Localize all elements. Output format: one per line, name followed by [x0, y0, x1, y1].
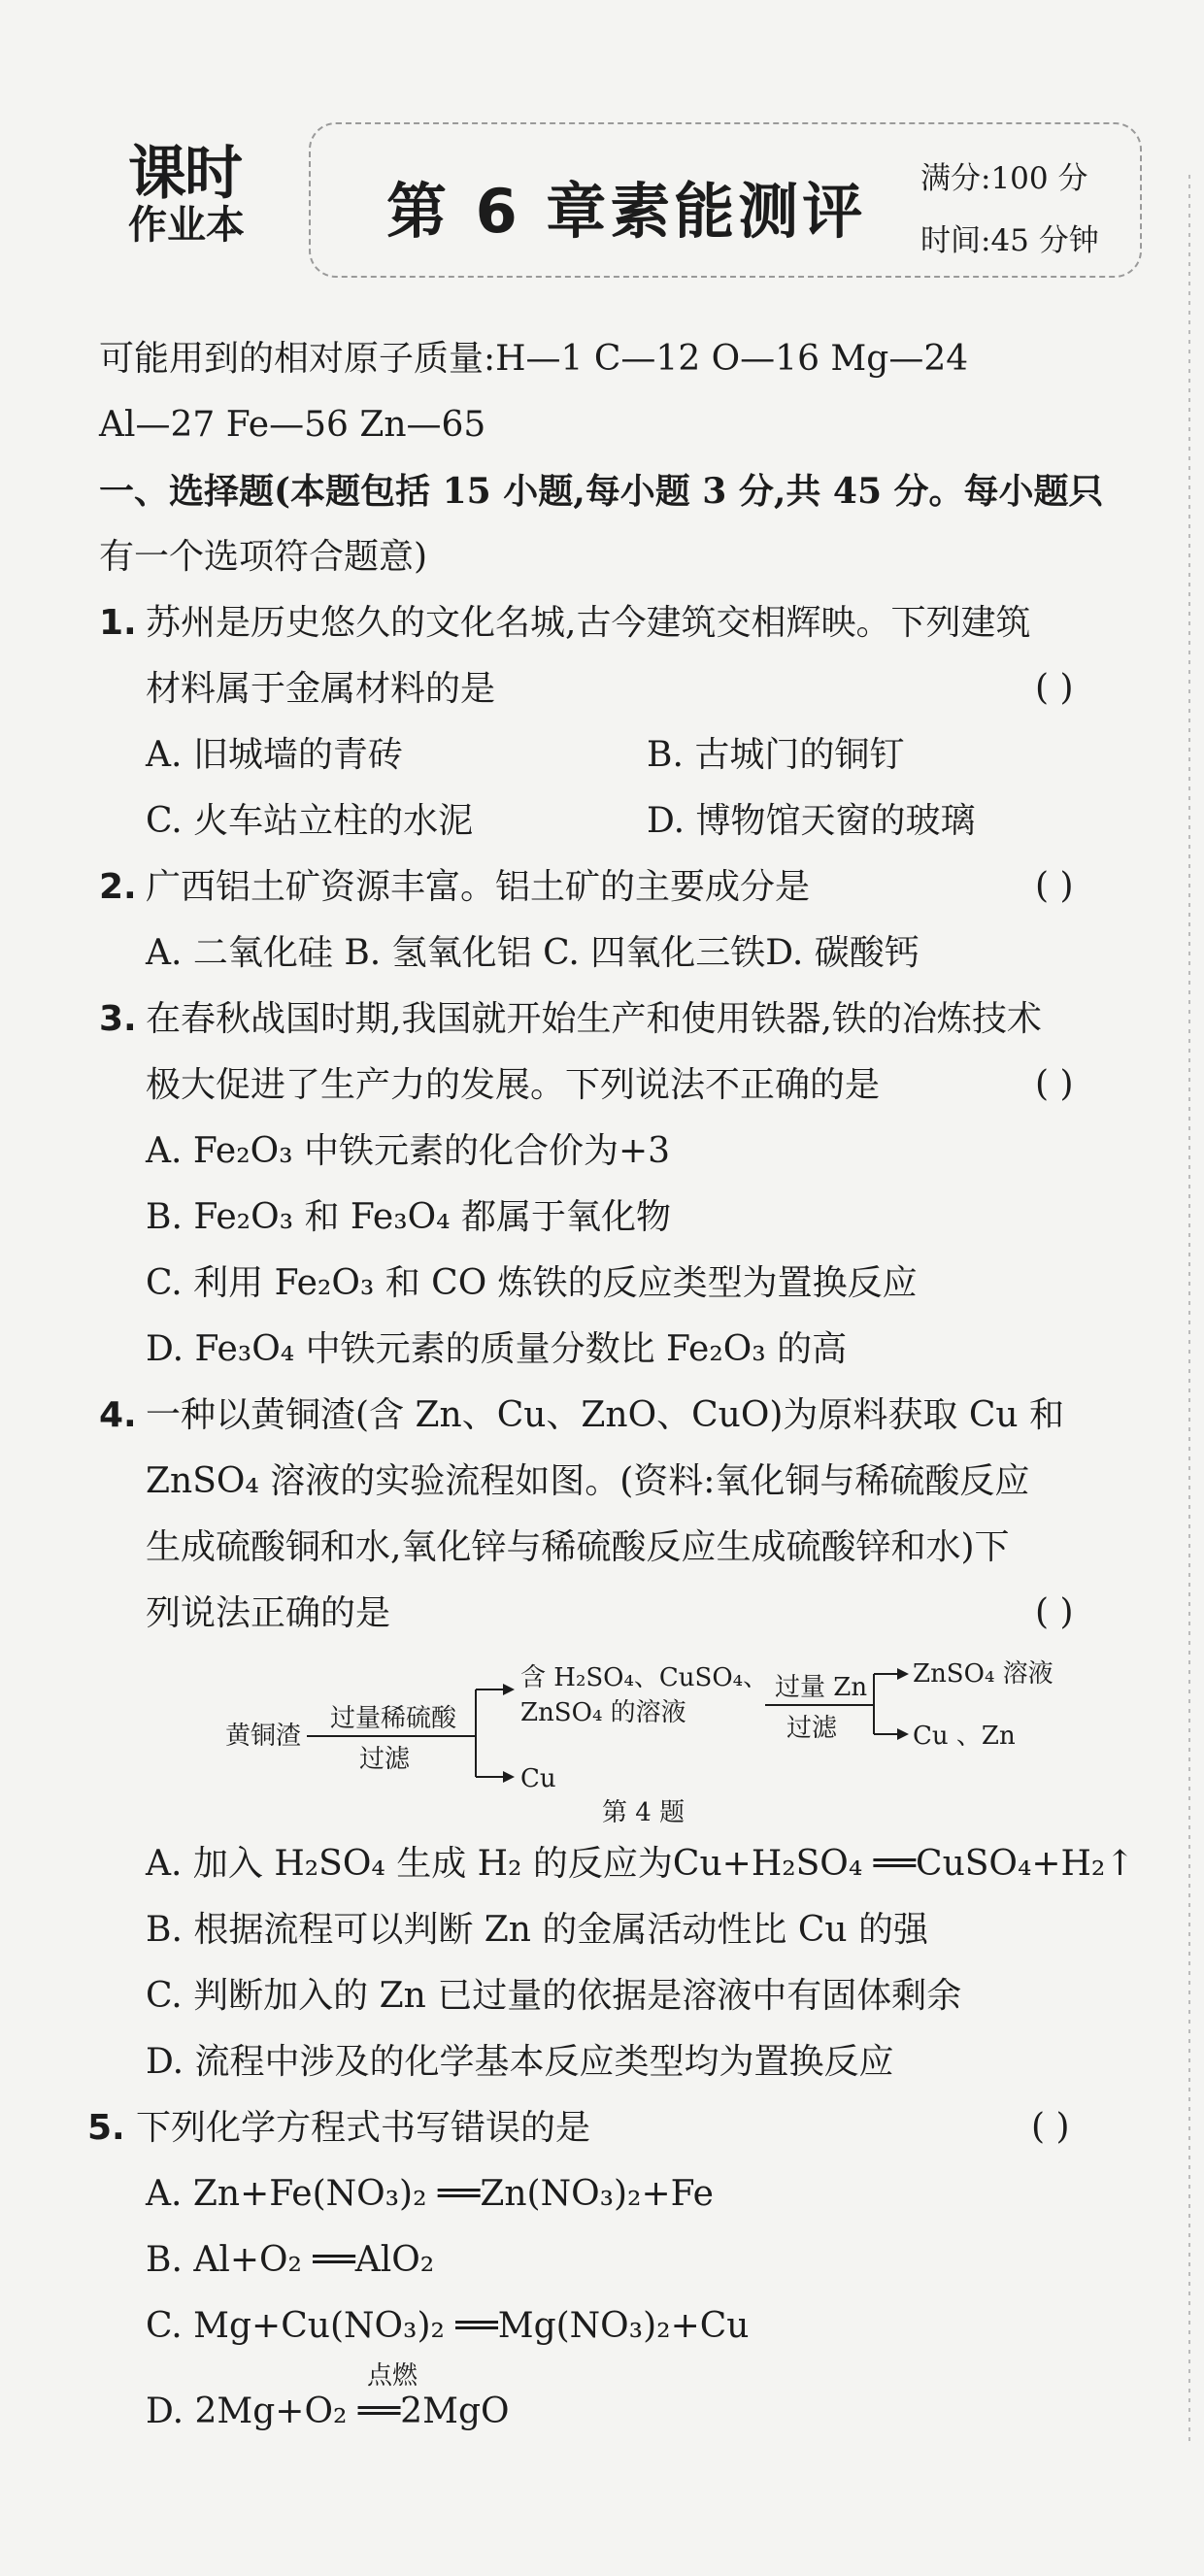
q5-answer-blank: ( )	[1031, 2107, 1070, 2147]
q5-option-d: D. 2Mg+O₂ ══2MgO	[146, 2392, 510, 2431]
flow-step2-reagent: 过量 Zn	[775, 1673, 868, 1702]
flow-solution-line2: ZnSO₄ 的溶液	[520, 1698, 686, 1727]
q2-stem: 广西铝土矿资源丰富。铝土矿的主要成分是	[146, 867, 811, 907]
flow-solution-line1: 含 H₂SO₄、CuSO₄、	[520, 1663, 769, 1692]
q1-stem-line1: 苏州是历史悠久的文化名城,古今建筑交相辉映。下列建筑	[146, 603, 1031, 643]
q4-flow-diagram	[214, 1651, 1146, 1796]
q3-option-d: D. Fe₃O₄ 中铁元素的质量分数比 Fe₂O₃ 的高	[146, 1329, 848, 1369]
q4-stem-line3: 生成硫酸铜和水,氧化锌与稀硫酸反应生成硫酸锌和水)下	[146, 1527, 1010, 1567]
exam-time: 时间:45 分钟	[920, 223, 1099, 258]
q5-option-c: C. Mg+Cu(NO₃)₂ ══Mg(NO₃)₂+Cu	[146, 2306, 750, 2346]
section-title-line1: 一、选择题(本题包括 15 小题,每小题 3 分,共 45 分。每小题只	[99, 471, 1104, 512]
q3-stem-line2: 极大促进了生产力的发展。下列说法不正确的是	[146, 1065, 881, 1105]
q1-answer-blank: ( )	[1035, 668, 1074, 708]
flow-output-solid: Cu 、Zn	[913, 1722, 1016, 1751]
full-score: 满分:100 分	[920, 161, 1088, 196]
q3-number: 3.	[99, 999, 137, 1039]
q4-stem-line4: 列说法正确的是	[146, 1593, 391, 1633]
q4-stem-line2: ZnSO₄ 溶液的实验流程如图。(资料:氧化铜与稀硫酸反应	[146, 1461, 1030, 1501]
q3-answer-blank: ( )	[1035, 1064, 1074, 1104]
q4-figure-caption: 第 4 题	[602, 1798, 686, 1827]
q3-option-a: A. Fe₂O₃ 中铁元素的化合价为+3	[146, 1131, 671, 1171]
q1-option-d: D. 博物馆天窗的玻璃	[647, 801, 976, 841]
q1-option-c: C. 火车站立柱的水泥	[146, 801, 474, 841]
q1-number: 1.	[99, 603, 137, 643]
q4-answer-blank: ( )	[1035, 1592, 1074, 1632]
atomic-mass-line1: 可能用到的相对原子质量:H—1 C—12 O—16 Mg—24	[99, 339, 969, 379]
flow-step1-operation: 过滤	[359, 1745, 411, 1774]
q2-options: A. 二氧化硅 B. 氢氧化铝 C. 四氧化三铁D. 碳酸钙	[146, 933, 920, 973]
logo-top-text: 课时	[128, 140, 241, 208]
q3-stem-line1: 在春秋战国时期,我国就开始生产和使用铁器,铁的冶炼技术	[146, 999, 1042, 1039]
logo	[128, 140, 274, 248]
page-edge	[1188, 175, 1190, 2447]
q3-option-c: C. 利用 Fe₂O₃ 和 CO 炼铁的反应类型为置换反应	[146, 1263, 918, 1303]
flow-output-solution: ZnSO₄ 溶液	[913, 1659, 1054, 1689]
q5-stem: 下列化学方程式书写错误的是	[136, 2108, 591, 2148]
q4-option-d: D. 流程中涉及的化学基本反应类型均为置换反应	[146, 2042, 894, 2082]
q5-option-a: A. Zn+Fe(NO₃)₂ ══Zn(NO₃)₂+Fe	[146, 2174, 714, 2214]
q4-option-a: A. 加入 H₂SO₄ 生成 H₂ 的反应为Cu+H₂SO₄ ══CuSO₄+H₂↑	[146, 1844, 1135, 1884]
q4-option-b: B. 根据流程可以判断 Zn 的金属活动性比 Cu 的强	[146, 1910, 929, 1950]
flow-step2-operation: 过滤	[786, 1714, 838, 1743]
q1-option-a: A. 旧城墙的青砖	[146, 735, 403, 775]
q2-number: 2.	[99, 867, 137, 907]
q5-option-b: B. Al+O₂ ══AlO₂	[146, 2240, 435, 2280]
q4-option-c: C. 判断加入的 Zn 已过量的依据是溶液中有固体剩余	[146, 1976, 962, 2016]
flow-branch-cu: Cu	[520, 1764, 556, 1793]
q5-option-d-condition: 点燃	[367, 2361, 418, 2391]
page-title: 第 6 章素能测评	[386, 176, 867, 247]
q3-option-b: B. Fe₂O₃ 和 Fe₃O₄ 都属于氧化物	[146, 1197, 672, 1237]
q2-answer-blank: ( )	[1035, 866, 1074, 906]
flow-step1-reagent: 过量稀硫酸	[330, 1704, 457, 1733]
q4-stem-line1: 一种以黄铜渣(含 Zn、Cu、ZnO、CuO)为原料获取 Cu 和	[146, 1395, 1065, 1435]
flow-start: 黄铜渣	[225, 1722, 302, 1751]
section-title-line2: 有一个选项符合题意)	[99, 537, 428, 577]
q4-number: 4.	[99, 1395, 137, 1435]
q5-number: 5.	[87, 2108, 125, 2148]
atomic-mass-line2: Al—27 Fe—56 Zn—65	[99, 405, 486, 445]
q1-stem-line2: 材料属于金属材料的是	[146, 669, 496, 709]
q1-option-b: B. 古城门的铜钉	[647, 735, 905, 775]
logo-bottom-text: 作业本	[128, 203, 245, 248]
